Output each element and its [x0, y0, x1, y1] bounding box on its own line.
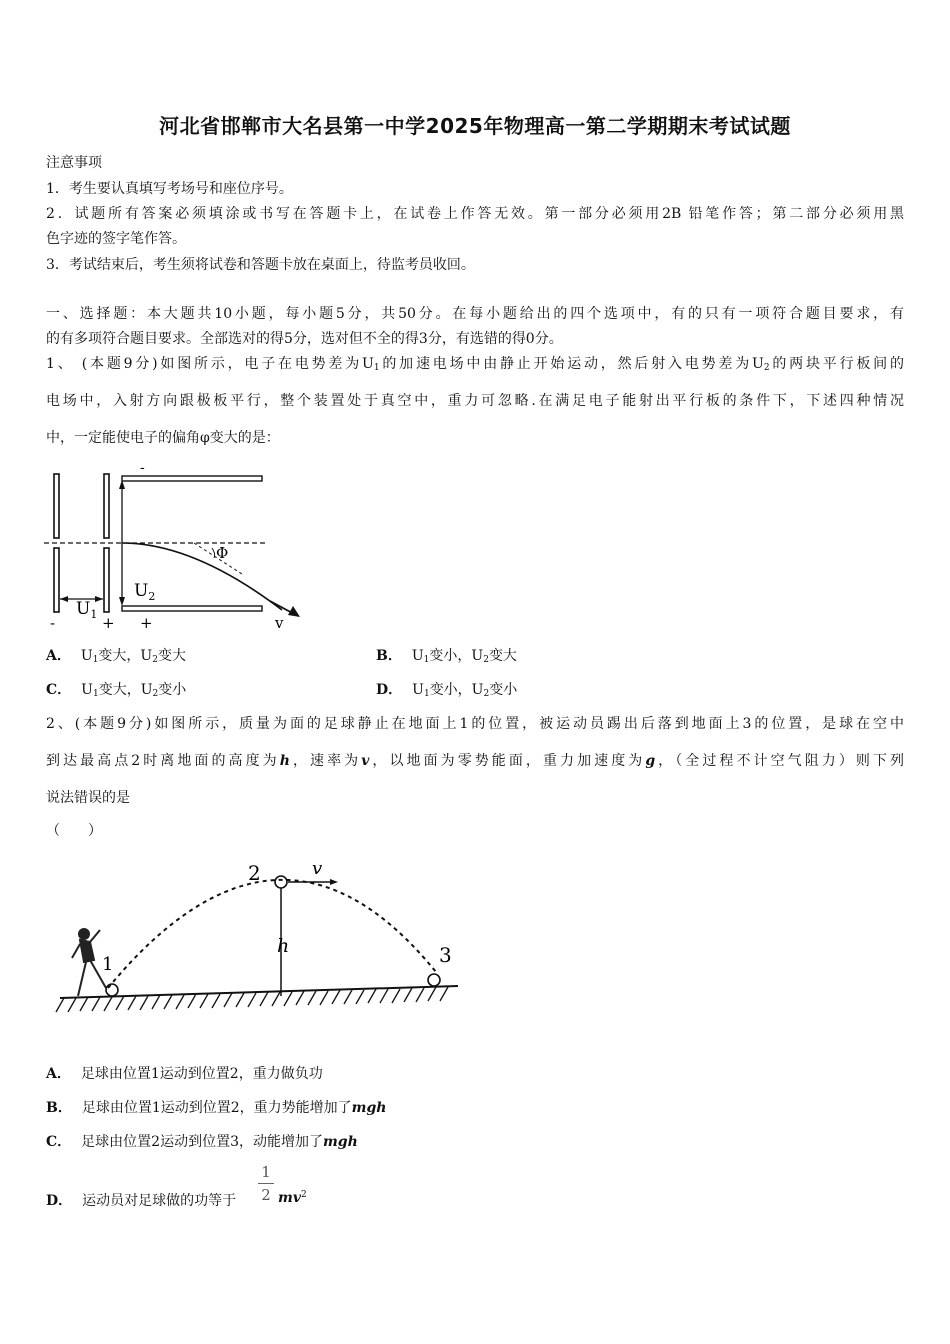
q2-option-d-expression: $mv^2$	[278, 1190, 307, 1206]
q2-stem-line3: 说法错误的是	[46, 790, 130, 806]
fig1-minus-top: -	[140, 462, 145, 476]
fig1-minus-bottom: -	[50, 614, 56, 632]
fig2-velocity-label: v	[312, 858, 323, 879]
q1-option-b[interactable]: B． $U_1$变小，$U_2$变大	[376, 648, 517, 665]
q2-option-c[interactable]: C． 足球由位置2运动到位置3，动能增加了mgh	[46, 1134, 358, 1150]
q1-deflection-figure	[44, 462, 314, 632]
q2-stem-line2: 到达最高点2时离地面的高度为h，速率为v，以地面为零势能面，重力加速度为g，（全过程不计空气阻力）则下列	[46, 753, 904, 769]
notice-item-2-cont: 色字迹的签字笔作答。	[46, 231, 186, 247]
section-instructions-line2: 的有多项符合题目要求。全部选对的得5分，选对但不全的得3分，有选错的得0分。	[46, 331, 563, 347]
fig1-u1-label: $U_1$	[76, 599, 98, 621]
notice-item-2: 2．试题所有答案必须填涂或书写在答题卡上，在试卷上作答无效。第一部分必须用2B 铅笔作答；第二部分必须用黑	[46, 206, 904, 222]
notice-item-1: 1．考生要认真填写考场号和座位序号。	[46, 181, 293, 197]
notice-heading: 注意事项	[46, 155, 102, 171]
q2-option-d-fraction	[258, 1163, 274, 1204]
fig2-height-label: h	[277, 935, 290, 957]
fig1-plus-bottom: +	[140, 614, 153, 632]
fig1-plus-left: +	[102, 614, 115, 632]
fig2-position-3: 3	[439, 943, 452, 967]
fig1-phi-label: Φ	[216, 544, 229, 562]
q1-option-a[interactable]: A． $U_1$变大，$U_2$变大	[46, 648, 186, 665]
fraction-bar	[258, 1183, 274, 1184]
q2-option-a[interactable]: A． 足球由位置1运动到位置2，重力做负功	[46, 1066, 323, 1082]
q1-option-d[interactable]: D． $U_1$变小，$U_2$变小	[376, 682, 518, 699]
q1-stem-line2: 电场中，入射方向跟极板平行，整个装置处于真空中，重力可忽略.在满足电子能射出平行板的条件下，下述四种情况	[46, 393, 904, 409]
q2-stem-line1: 2、(本题9分)如图所示，质量为面的足球静止在地面上1的位置，被运动员踢出后落到地面上3的位置，是球在空中	[46, 716, 904, 732]
q2-option-d[interactable]: D． 运动员对足球做的功等于	[46, 1193, 237, 1209]
q2-football-figure	[50, 850, 465, 1020]
page-title: 河北省邯郸市大名县第一中学2025年物理高一第二学期期末考试试题	[159, 114, 791, 138]
q2-option-b[interactable]: B． 足球由位置1运动到位置2，重力势能增加了mgh	[46, 1100, 387, 1116]
q2-answer-paren: （ ）	[46, 823, 102, 839]
section-instructions-line1: 一、选择题：本大题共10小题，每小题5分，共50分。在每小题给出的四个选项中，有的只有一项符合题目要求，有	[46, 306, 904, 322]
fraction-denominator: 2	[261, 1186, 271, 1204]
fig2-position-1: 1	[102, 954, 114, 975]
fig2-position-2: 2	[248, 861, 261, 885]
player-figure	[72, 929, 106, 996]
q1-stem-line1: 1、 (本题9分)如图所示，电子在电势差为$U_1$的加速电场中由静止开始运动，然后射入电势差为$U_2$的两块平行板间的	[46, 356, 904, 373]
notice-item-3: 3．考试结束后，考生须将试卷和答题卡放在桌面上，待监考员收回。	[46, 257, 475, 273]
q1-stem-line3: 中，一定能使电子的偏角φ变大的是：	[46, 430, 280, 446]
fraction-numerator: 1	[261, 1163, 271, 1181]
q1-option-c[interactable]: C． $U_1$变大，$U_2$变小	[46, 682, 187, 699]
fig1-u2-label: $U_2$	[134, 581, 156, 603]
fig1-v-label: v	[275, 614, 284, 632]
